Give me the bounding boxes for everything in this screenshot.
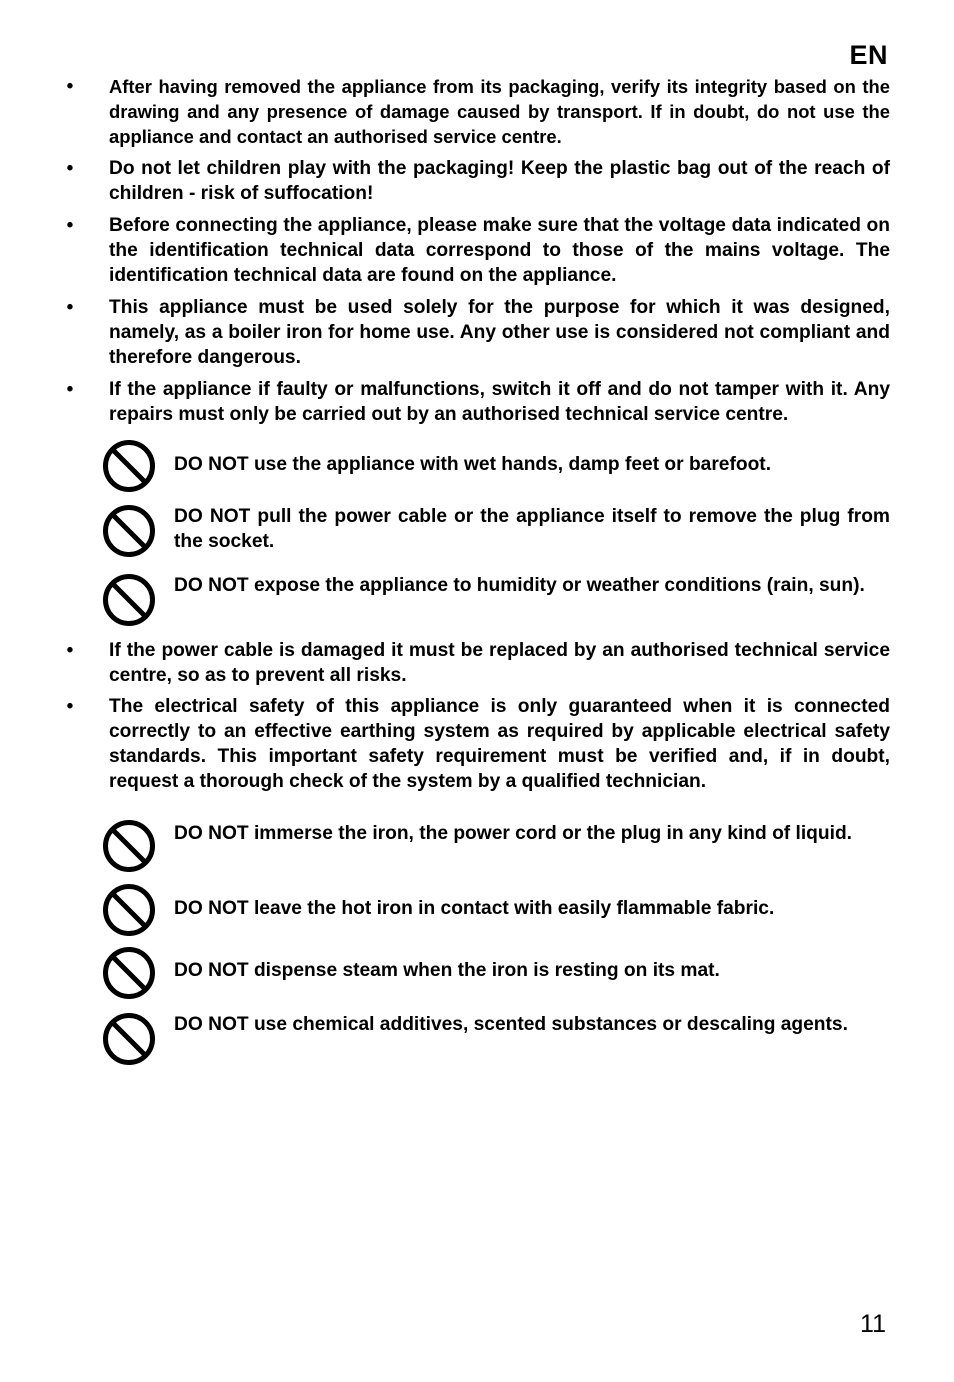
bullet-dot: •: [66, 379, 74, 400]
bullet-text: This appliance must be used solely for the purpose for which it was designed, namely, as a boiler iron for home use. Any other use is considered not compliant and therefore dangerous.: [109, 297, 890, 368]
language-label: EN: [849, 40, 888, 70]
bullet-dot: •: [66, 158, 74, 179]
warning-item: [102, 452, 890, 477]
warning-item: [102, 1012, 890, 1037]
warning-text: DO NOT immerse the iron, the power cord or the plug in any kind of liquid.: [174, 823, 853, 844]
bullet-item: [64, 638, 890, 688]
bullet-dot: •: [66, 215, 74, 236]
warning-text: DO NOT use the appliance with wet hands, damp feet or barefoot.: [174, 454, 772, 475]
bullet-text: After having removed the appliance from its packaging, verify its integrity based on the drawing and any presence of damage caused by transport. If in doubt, do not use the appliance and contact an authorised service centre.: [109, 76, 890, 147]
bullet-text: If the appliance if faulty or malfunctions, switch it off and do not tamper with it. Any repairs must only be carried out by an authorised technical service centre.: [109, 379, 890, 425]
warning-item: [102, 821, 890, 846]
bullet-item: [64, 694, 890, 794]
warning-text: DO NOT use chemical additives, scented substances or descaling agents.: [174, 1014, 848, 1035]
warning-item: [102, 958, 890, 983]
bullet-item: [64, 377, 890, 427]
bullet-item: [64, 213, 890, 288]
warning-item: [102, 504, 890, 554]
warning-text: DO NOT dispense steam when the iron is resting on its mat.: [174, 960, 720, 981]
warning-text: DO NOT leave the hot iron in contact with easily flammable fabric.: [174, 898, 775, 919]
bullet-text: If the power cable is damaged it must be replaced by an authorised technical service centre, so as to prevent all risks.: [109, 640, 890, 686]
bullet-item: [64, 156, 890, 206]
prohibition-icon: [102, 439, 156, 493]
bullet-text: The electrical safety of this appliance is only guaranteed when it is connected correctly to an effective earthing system as required by applicable electrical safety standards. This important safety requirement must be verified and, if in doubt, request a thorough check of the system by a qualified technician.: [109, 696, 890, 792]
bullet-text: Do not let children play with the packaging! Keep the plastic bag out of the reach of children - risk of suffocation!: [109, 158, 890, 204]
prohibition-icon: [102, 819, 156, 873]
bullet-dot: •: [66, 297, 74, 318]
bullet-dot: •: [66, 696, 74, 717]
bullet-item: [64, 74, 890, 149]
page-number: 11: [860, 1310, 886, 1338]
warning-item: [102, 896, 890, 921]
warning-text: DO NOT pull the power cable or the appliance itself to remove the plug from the socket.: [174, 506, 890, 552]
prohibition-icon: [102, 1012, 156, 1066]
warning-text: DO NOT expose the appliance to humidity or weather conditions (rain, sun).: [174, 575, 865, 596]
prohibition-icon: [102, 883, 156, 937]
bullet-text: Before connecting the appliance, please make sure that the voltage data indicated on the identification technical data correspond to those of the mains voltage. The identification technical data are found on the appliance.: [109, 215, 890, 286]
bullet-dot: •: [66, 640, 74, 661]
bullet-dot: •: [66, 76, 74, 97]
warning-item: [102, 573, 890, 598]
prohibition-icon: [102, 946, 156, 1000]
prohibition-icon: [102, 573, 156, 627]
bullet-item: [64, 295, 890, 370]
prohibition-icon: [102, 504, 156, 558]
